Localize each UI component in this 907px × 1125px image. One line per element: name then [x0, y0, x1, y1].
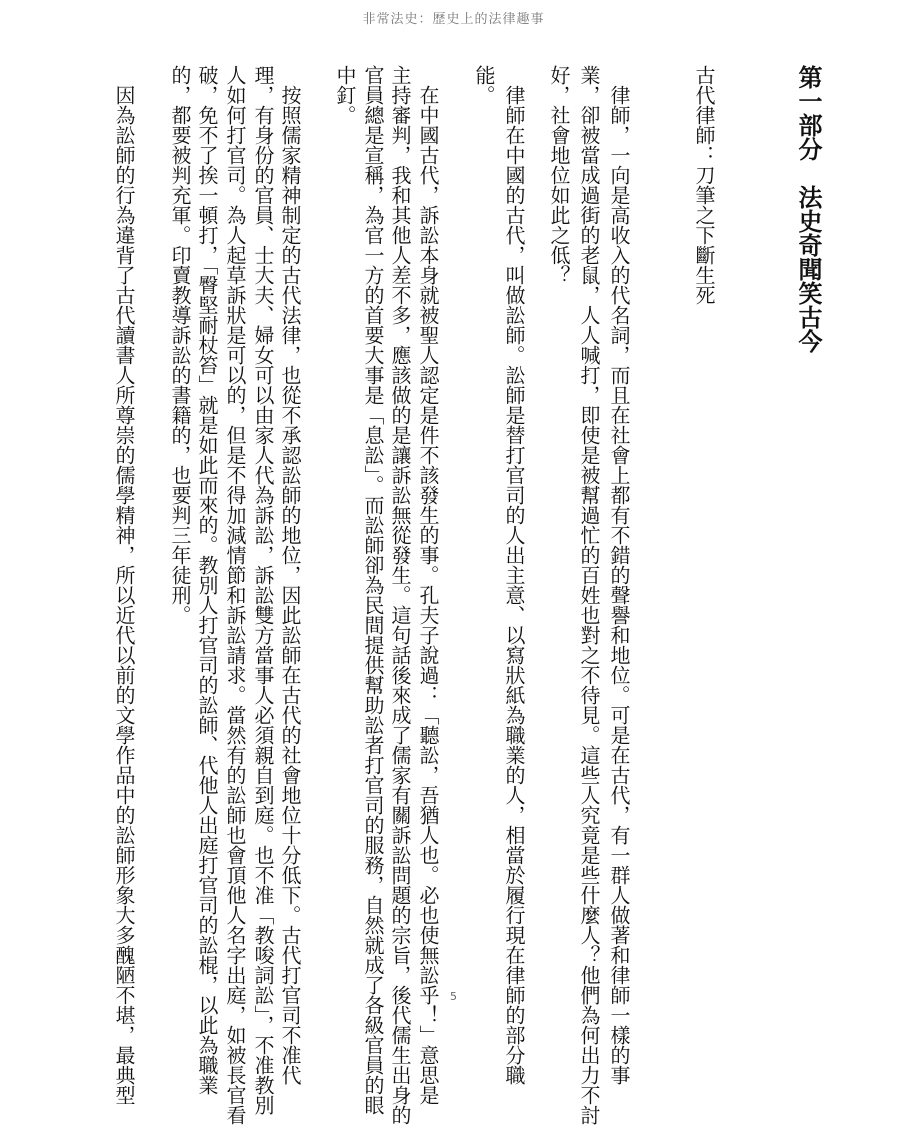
running-header: 非常法史：歷史上的法律趣事 [362, 12, 545, 27]
text-column: 主持審判，我和其他人差不多，應該做的是讓訴訟無從發生。這句話後來成了儒家有關訴訟問題的宗旨，後代儒生出身的 [388, 65, 412, 1125]
text-column: 理，有身份的官員、士大夫、婦女可以由家人代為訴訟，訴訟雙方當事人必須親自到庭。也不准「教唆詞訟」，不准教別 [251, 65, 275, 1115]
part-title: 第一部分 法史奇聞笑古今 [794, 65, 822, 353]
text-column: 能。 [472, 65, 496, 105]
text-column: 律師在中國的古代，叫做訟師。訟師是替打官司的人出主意、以寫狀紙為職業的人，相當於履行現在律師的部分職 [502, 65, 526, 1085]
text-column: 律師，一向是高收入的代名詞，而且在社會上都有不錯的聲譽和地位。可是在古代，有一群人做著和律師一樣的事 [607, 65, 631, 1085]
page-number: 5 [450, 990, 457, 1003]
text-column: 中釘。 [333, 65, 357, 125]
text-column: 的，都要被判充軍。印賣教導訴訟的書籍的，也要判三年徒刑。 [168, 65, 192, 625]
text-column: 官員總是宣稱，為官一方的首要大事是「息訟」。而訟師卻為民間提供幫助訟者打官司的服務，自然就成了各級官員的眼 [361, 65, 385, 1115]
text-column: 人如何打官司。為人起草訴狀是可以的，但是不得加減情節和訴訟請求。當然有的訟師也會頂他人名字出庭，如被長官看 [223, 65, 247, 1125]
text-column: 在中國古代，訴訟本身就被聖人認定是件不該發生的事。孔夫子說過：「聽訟，吾猶人也。必也使無訟乎！」意思是 [416, 65, 440, 1105]
chapter-title: 古代律師：刀筆之下斷生死 [692, 65, 716, 305]
text-column: 破，免不了挨一頓打，「臀堅耐杖笞」就是如此而來的。教別人打官司的訟師、代他人出庭打官司的訟棍，以此為職業 [195, 65, 219, 1095]
text-column: 按照儒家精神制定的古代法律，也從不承認訟師的地位，因此訟師在古代的社會地位十分低下。古代打官司不准代 [278, 65, 302, 1085]
text-column: 因為訟師的行為違背了古代讀書人所尊崇的儒學精神，所以近代以前的文學作品中的訟師形象大多醜陋不堪，最典型 [112, 65, 136, 1105]
text-column: 好，社會地位如此之低？ [547, 65, 571, 285]
text-column: 業，卻被當成過街的老鼠，人人喊打，即使是被幫過忙的百姓也對之不待見。這些人究竟是些什麼人？他們為何出力不討 [577, 65, 601, 1125]
